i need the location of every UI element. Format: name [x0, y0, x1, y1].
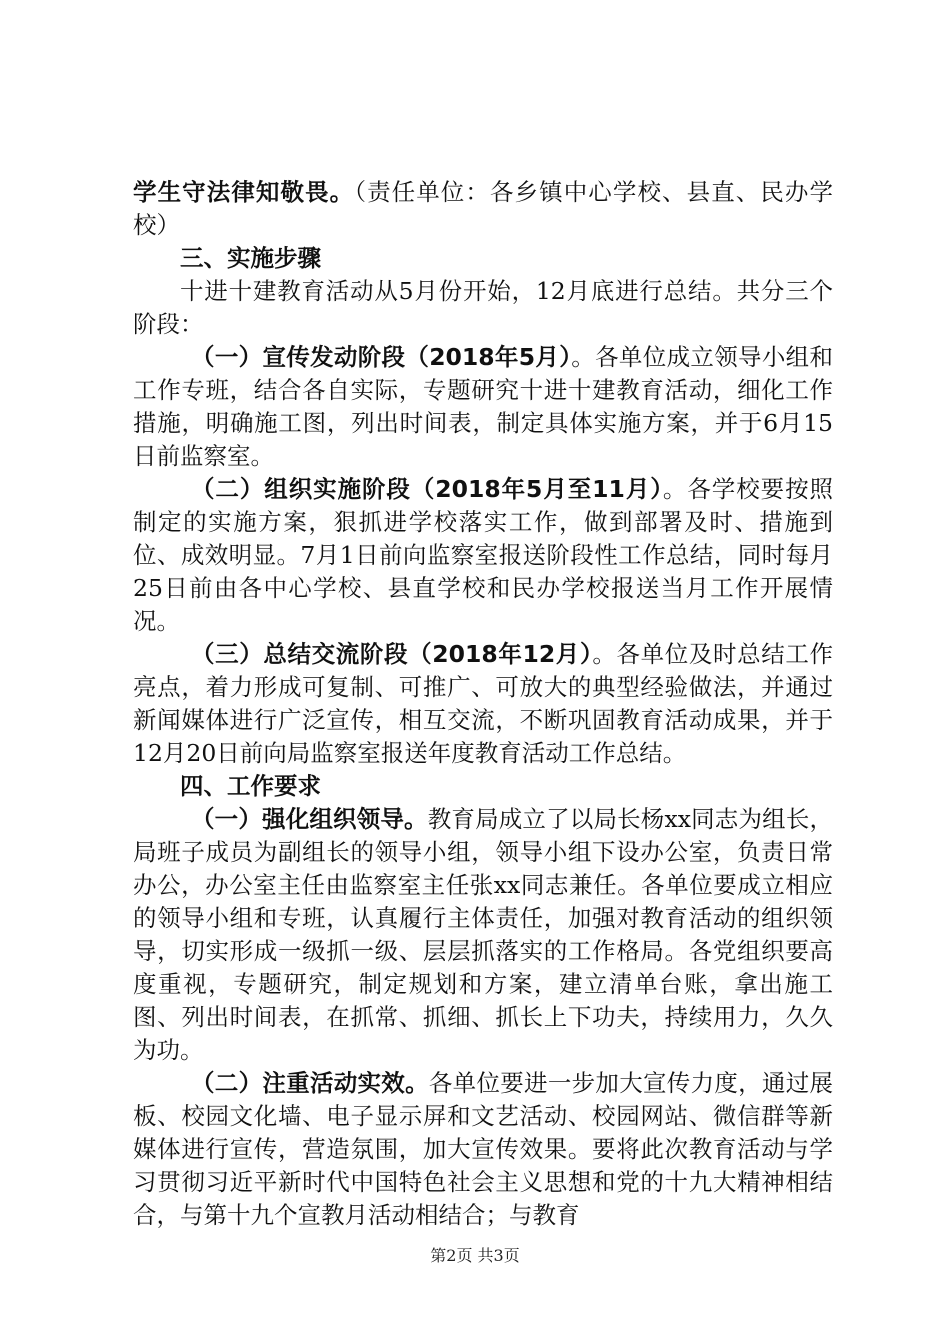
section-heading-3: 三、实施步骤 — [180, 244, 321, 272]
paragraph-6-text: 各单位要进一步加大宣传力度，通过展板、校园文化墙、电子显示屏和文艺活动、校园网站、微信群等新媒体进行宣传，营造氛围，加大宣传效果。要将此次教育活动与学习贯彻习近平新时代中国特色社会主义思想和党的十九大精神相结合，与第十九个宣教月活动相结合；与教育 — [133, 1069, 834, 1229]
paragraph-0 — [133, 176, 833, 242]
paragraph-1: 十进十建教育活动从5月份开始，12月底进行总结。共分三个阶段： — [133, 277, 833, 338]
paragraph-6 — [133, 1067, 833, 1232]
paragraph-4-bold: （三）总结交流阶段（2018年12月） — [191, 640, 593, 668]
paragraph-2-bold: （一）宣传发动阶段（2018年5月） — [191, 343, 572, 371]
document-body — [133, 176, 833, 1232]
paragraph-4 — [133, 638, 833, 770]
paragraph-6-bold: （二）注重活动实效。 — [191, 1069, 429, 1097]
paragraph-3-bold: （二）组织实施阶段（2018年5月至11月） — [191, 475, 663, 503]
paragraph-4-text: 。各单位及时总结工作亮点，着力形成可复制、可推广、可放大的典型经验做法，并通过新闻媒体进行广泛宣传，相互交流，不断巩固教育活动成果，并于12月20日前向局监察室报送年度教育活动工作总结。 — [133, 640, 834, 767]
paragraph-5 — [133, 803, 833, 1067]
paragraph-3-text: 。各学校要按照制定的实施方案，狠抓进学校落实工作，做到部署及时、措施到位、成效明显。7月1日前向监察室报送阶段性工作总结，同时每月25日前由各中心学校、县直学校和民办学校报送当月工作开展情况。 — [133, 475, 833, 635]
paragraph-2-text: 。各单位成立领导小组和工作专班，结合各自实际，专题研究十进十建教育活动，细化工作措施，明确施工图，列出时间表，制定具体实施方案，并于6月15日前监察室。 — [133, 343, 833, 470]
section-heading-4: 四、工作要求 — [180, 772, 321, 800]
paragraph-5-bold: （一）强化组织领导。 — [191, 805, 428, 833]
paragraph-5-text: 教育局成立了以局长杨xx同志为组长，局班子成员为副组长的领导小组，领导小组下设办公室，负责日常办公，办公室主任由监察室主任张xx同志兼任。各单位要成立相应的领导小组和专班，认真履行主体责任，加强对教育活动的组织领导，切实形成一级抓一级、层层抓落实的工作格局。各党组织要高度重视，专题研究，制定规划和方案，建立清单台账，拿出施工图、列出时间表，在抓常、抓细、抓长上下功夫，持续用力，久久为功。 — [133, 805, 833, 1064]
paragraph-2 — [133, 341, 833, 473]
paragraph-0-bold: 学生守法律知敬畏。 — [133, 178, 355, 206]
page-footer: 第2页 共3页 — [430, 1246, 520, 1265]
paragraph-0-text: （责任单位：各乡镇中心学校、县直、民办学校） — [133, 178, 834, 239]
paragraph-3 — [133, 473, 833, 638]
